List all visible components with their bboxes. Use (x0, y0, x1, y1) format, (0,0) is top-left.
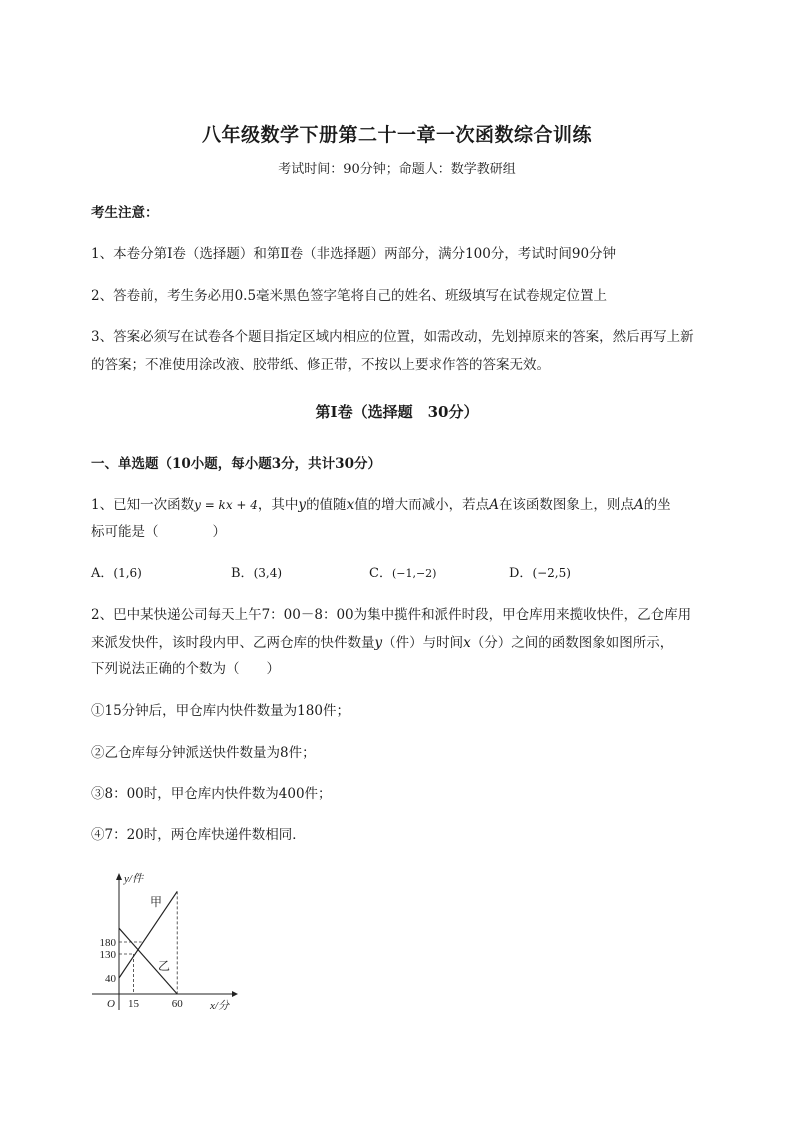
option-c[interactable] (369, 562, 436, 581)
series-label-jia: 甲 (150, 895, 163, 909)
q2-line-2 (91, 631, 673, 651)
statement-3: ③8：00时，甲仓库内快件数为400件； (91, 786, 332, 802)
x-axis-arrow (232, 991, 238, 997)
graph-lines (119, 891, 177, 994)
q1-text: 的值随 (306, 497, 347, 513)
statement-4: ④7：20时，两仓库快递件数相同． (91, 827, 306, 843)
q1-text: ，其中 (257, 497, 299, 513)
q1-text: 值的增大而减小，若点 (354, 497, 490, 513)
var-x: x (463, 635, 471, 651)
notice-item-2: 2、答卷前，考生务必用0.5毫米黑色签字笔将自己的姓名、班级填写在试卷规定位置上 (91, 288, 608, 304)
var-a: A (633, 497, 644, 513)
option-label: A． (91, 566, 114, 581)
function-graph (80, 860, 250, 1015)
question-1 (91, 493, 671, 513)
option-label: C． (369, 566, 392, 581)
q1-text: 在该函数图象上，则点 (498, 497, 634, 513)
q2-text: （分）之间的函数图象如图所示， (470, 635, 674, 651)
notice-item-3: 3、答案必须写在试卷各个题目指定区域内相应的位置，如需改动，先划掉原来的答案，然后再写上新 (91, 329, 694, 345)
notice-item-1: 1、本卷分第I卷（选择题）和第Ⅱ卷（非选择题）两部分，满分100分，考试时间90分钟 (91, 246, 617, 262)
y-tick-label: 40 (105, 973, 116, 985)
option-label: D． (509, 566, 533, 581)
q2-line-3: 下列说法正确的个数为（ ） (91, 661, 280, 677)
option-value: (3,4) (253, 566, 283, 580)
y-tick-label: 130 (99, 949, 116, 961)
x-tick-label: 60 (171, 998, 183, 1010)
q2-line-1: 2、巴中某快递公司每天上午7：00－8：00为集中揽件和派件时段，甲仓库用来揽收快件，乙仓库用 (91, 607, 692, 623)
var-x: x (346, 497, 355, 513)
option-value: (−1,−2) (391, 567, 437, 580)
statement-2: ②乙仓库每分钟派送快件数量为8件； (91, 745, 316, 761)
page-title: 八年级数学下册第二十一章一次函数综合训练 (201, 124, 592, 146)
var-a: A (489, 497, 499, 513)
var-y: y (298, 497, 307, 513)
origin-label: O (107, 998, 115, 1010)
q1-formula: y = kx + 4 (194, 498, 258, 512)
q1-line-2: 标可能是（ ） (91, 524, 226, 540)
option-value: (1,6) (113, 566, 142, 580)
option-b[interactable] (231, 562, 282, 581)
x-axis-label: x/分 (210, 1000, 229, 1012)
q2-text: 来派发快件，该时段内甲、乙两仓库的快件数量 (91, 635, 375, 651)
option-value: (−2,5) (532, 566, 571, 580)
notice-heading: 考生注意： (91, 205, 159, 221)
option-d[interactable] (509, 562, 571, 581)
y-tick-label: 180 (99, 937, 116, 949)
y-axis-arrow (116, 873, 122, 880)
q2-text: （件）与时间 (382, 635, 464, 651)
y-axis-label: y/件 (124, 873, 143, 885)
part-heading: 一、单选题（10小题，每小题3分，共计30分） (91, 456, 381, 472)
q1-text: 的坐 (643, 497, 671, 513)
var-y: y (374, 635, 383, 651)
graph-guides (119, 891, 177, 994)
series-label-yi: 乙 (158, 959, 171, 973)
x-tick-label: 15 (128, 998, 140, 1010)
section-title: 第I卷（选择题 30分） (315, 403, 479, 421)
option-a[interactable] (91, 562, 142, 581)
statement-1: ①15分钟后，甲仓库内快件数量为180件； (91, 703, 350, 719)
exam-info: 考试时间：90分钟；命题人：数学教研组 (278, 162, 516, 177)
q1-text: 1、已知一次函数 (91, 497, 195, 513)
option-label: B． (231, 566, 254, 581)
notice-item-3-cont: 的答案；不准使用涂改液、胶带纸、修正带，不按以上要求作答的答案无效。 (91, 357, 550, 373)
